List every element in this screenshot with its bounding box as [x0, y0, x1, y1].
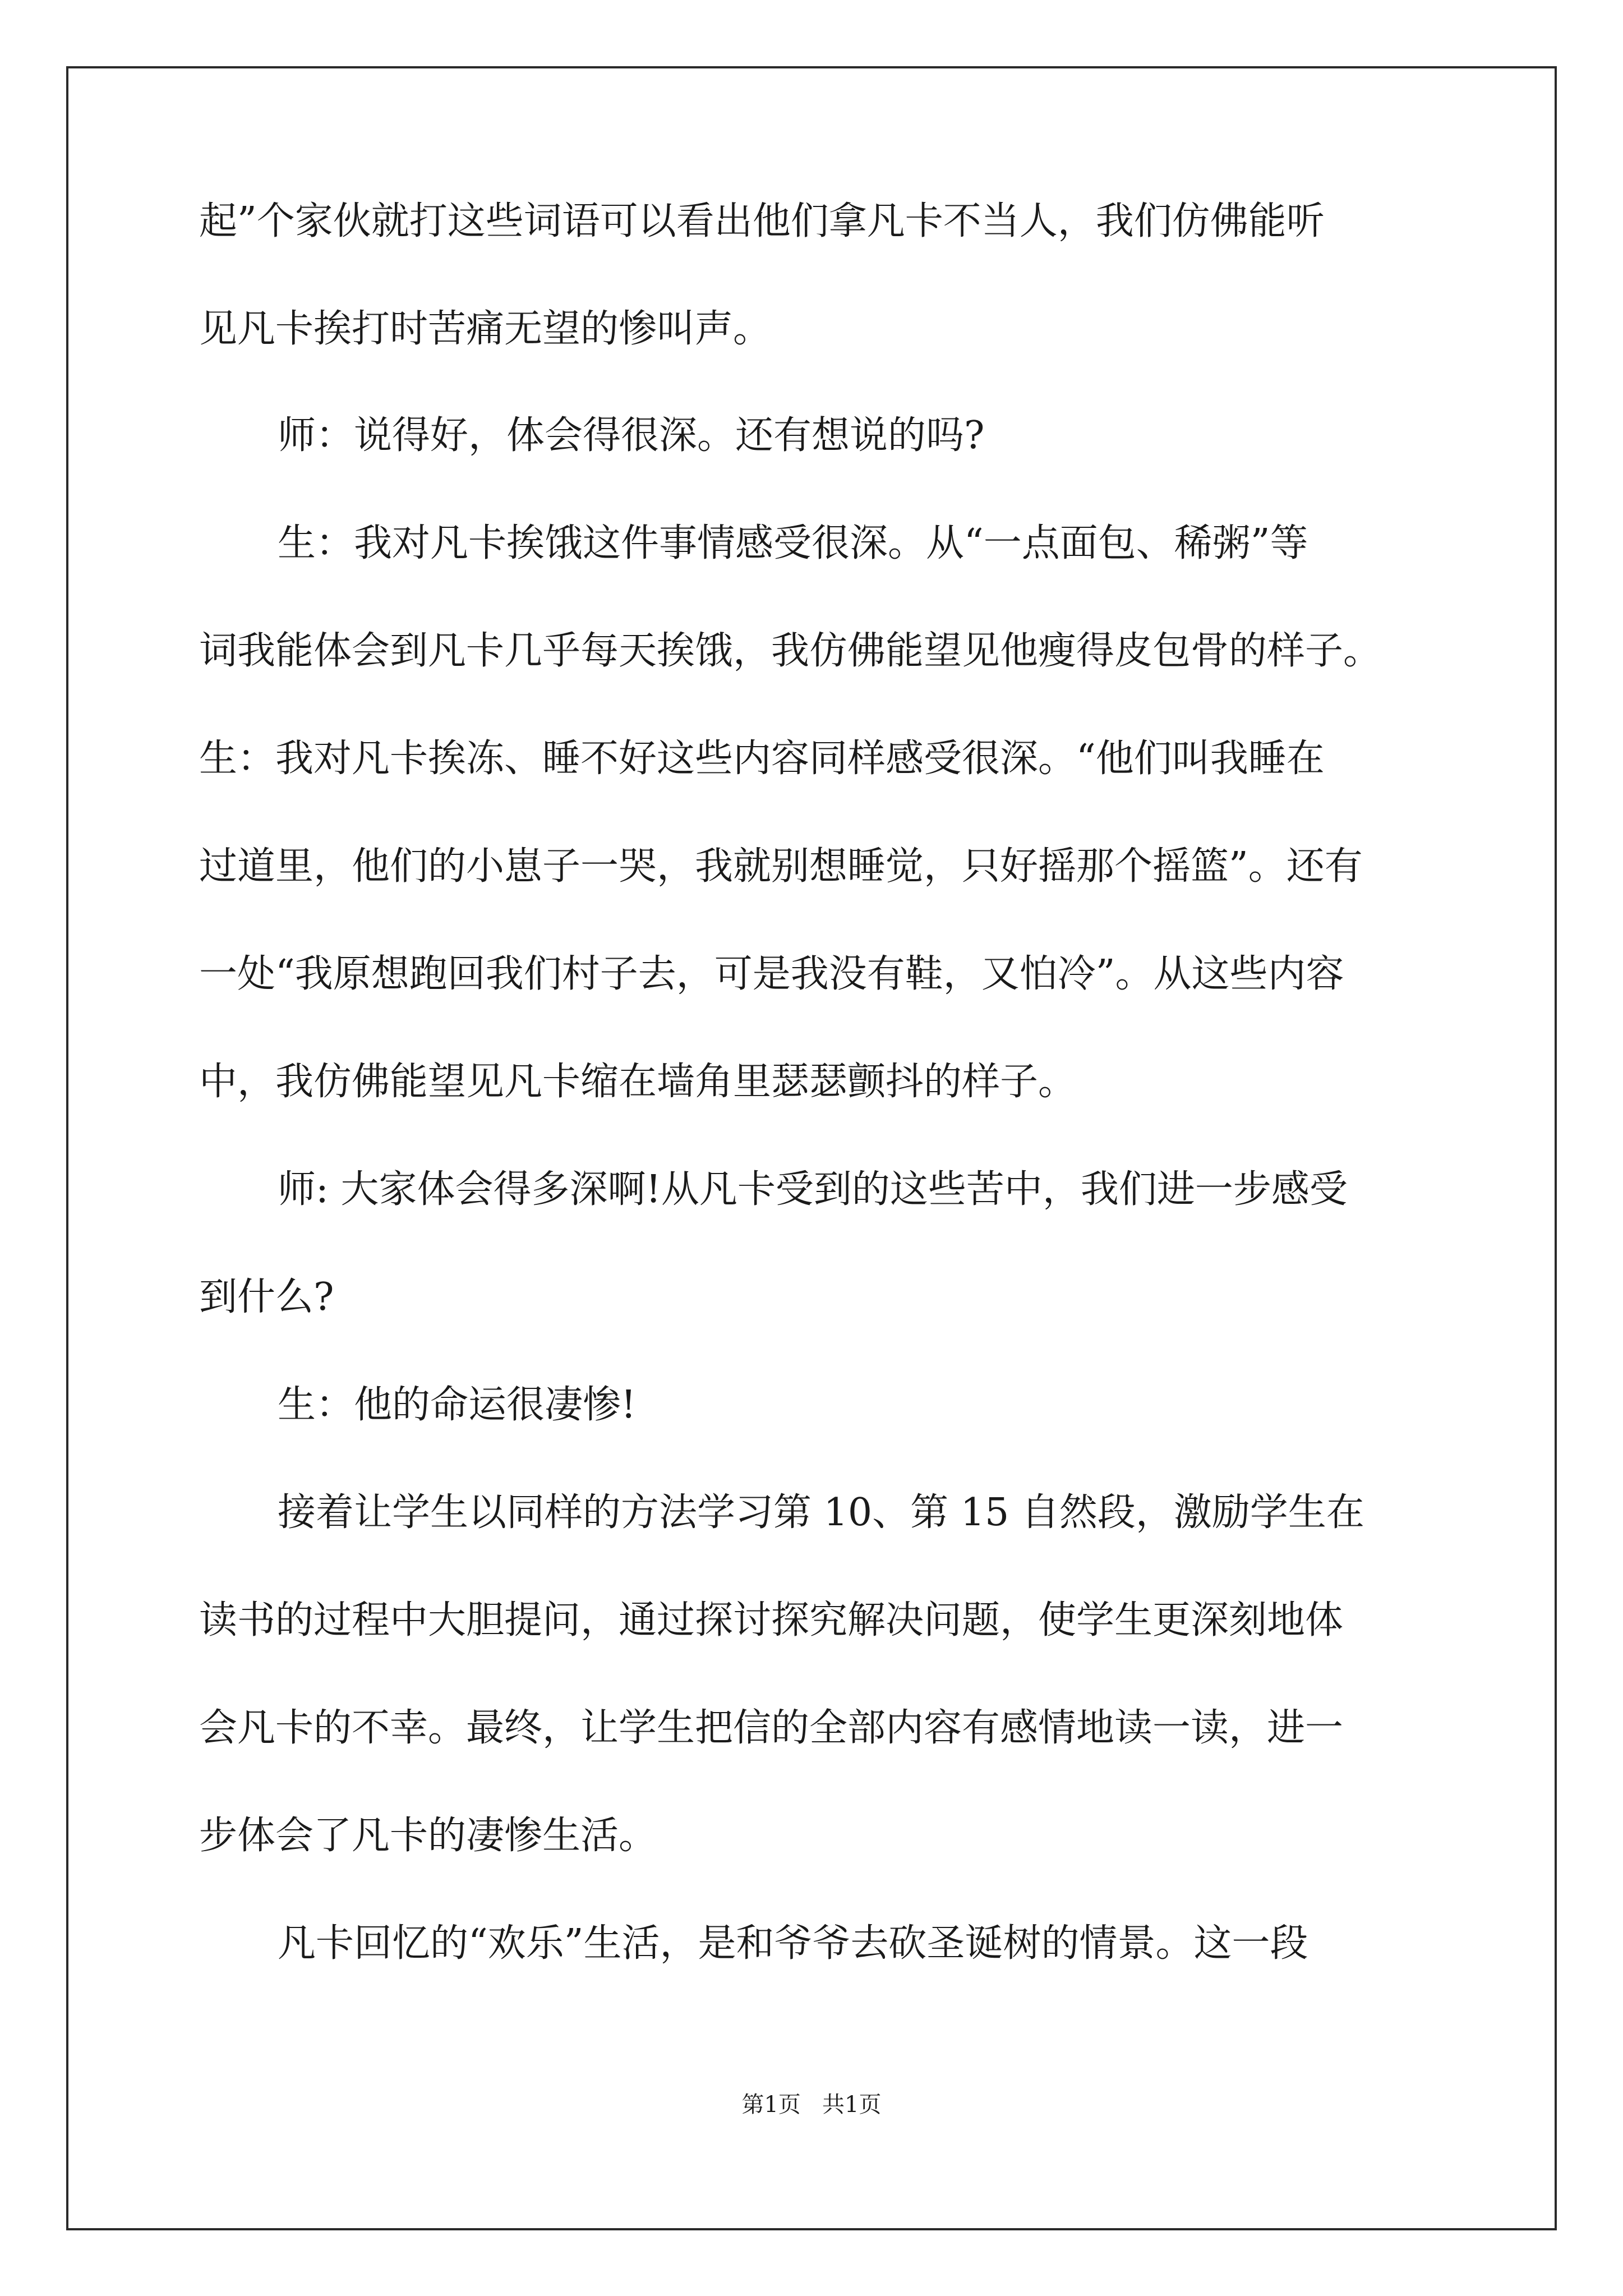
text-line: 生：我对凡卡挨饿这件事情感受很深。从“一点面包、稀粥”等	[278, 521, 1308, 565]
text-line: 凡卡回忆的“欢乐”生活，是和爷爷去砍圣诞树的情景。这一段	[278, 1921, 1308, 1966]
text-line: 师: 大家体会得多深啊!从凡卡受到的这些苦中，我们进一步感受	[278, 1167, 1348, 1212]
text-line: 步体会了凡卡的凄惨生活。	[199, 1814, 657, 1858]
text-line: 词我能体会到凡卡几乎每天挨饿，我仿佛能望见他瘦得皮包骨的样子。	[199, 629, 1382, 673]
text-line: 生：他的命运很凄惨!	[278, 1383, 637, 1427]
page-number: 第1页 共1页	[741, 2092, 882, 2118]
text-line: 读书的过程中大胆提问，通过探讨探究解决问题，使学生更深刻地体	[199, 1598, 1344, 1642]
text-line: 起”个家伙就打这些词语可以看出他们拿凡卡不当人，我们仿佛能听	[199, 199, 1325, 243]
text-line: 生：我对凡卡挨冻、睡不好这些内容同样感受很深。“他们叫我睡在	[199, 737, 1325, 781]
text-line: 师：说得好，体会得很深。还有想说的吗?	[278, 413, 985, 458]
page-border	[66, 66, 1557, 2230]
text-line: 到什么?	[199, 1275, 334, 1319]
text-line: 一处“我原想跑回我们村子去，可是我没有鞋，又怕冷”。从这些内容	[199, 952, 1344, 996]
text-line: 中，我仿佛能望见凡卡缩在墙角里瑟瑟颤抖的样子。	[199, 1060, 1077, 1104]
text-line: 见凡卡挨打时苦痛无望的惨叫声。	[199, 307, 772, 351]
text-line: 会凡卡的不幸。最终，让学生把信的全部内容有感情地读一读，进一	[199, 1706, 1344, 1750]
text-line: 接着让学生以同样的方法学习第 10、第 15 自然段，激励学生在	[278, 1490, 1364, 1535]
text-line: 过道里，他们的小崽子一哭，我就别想睡觉，只好摇那个摇篮”。还有	[199, 844, 1363, 889]
